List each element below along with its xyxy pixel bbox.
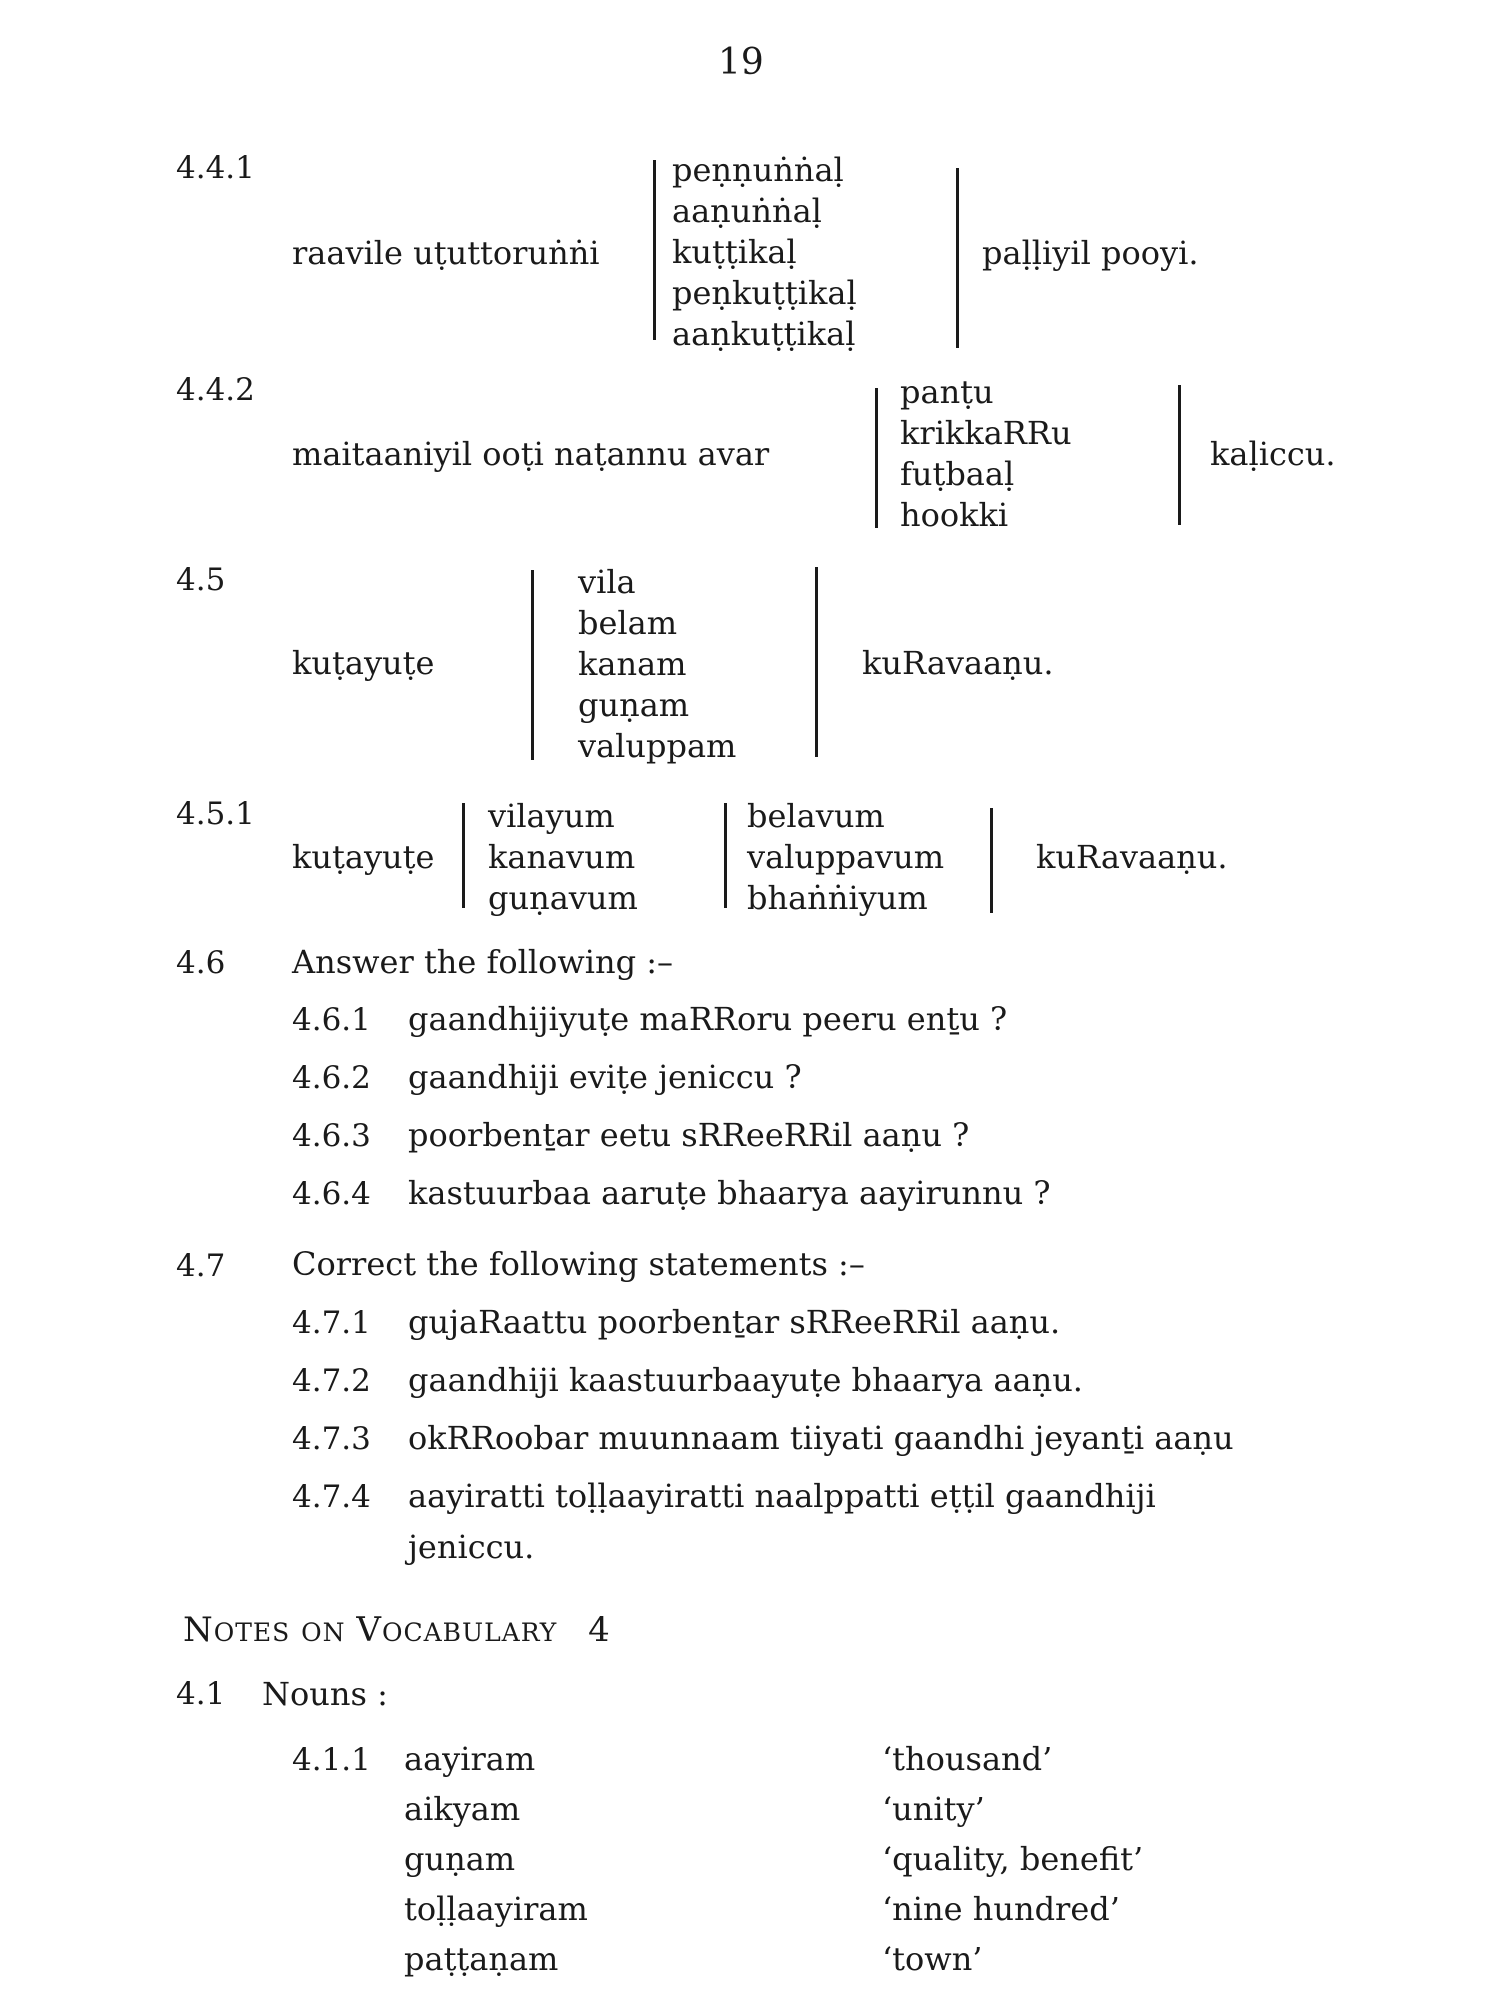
section-number: 4.1 bbox=[176, 1676, 226, 1712]
bracket-line bbox=[531, 570, 534, 760]
section-number: 4.7 bbox=[176, 1248, 226, 1284]
option: bhaṅṅiyum bbox=[747, 879, 928, 917]
vocab-word: aayiram bbox=[404, 1740, 536, 1778]
question-text: gaandhijiyuṭe maRRoru peeru enṯu ? bbox=[408, 1000, 1008, 1038]
option: peṇṇuṅṅaḷ bbox=[672, 151, 844, 189]
option: belavum bbox=[747, 797, 885, 835]
question-text: poorbenṯar eetu sRReeRRil aaṇu ? bbox=[408, 1116, 970, 1154]
option: guṇavum bbox=[488, 879, 638, 917]
exercise-title: Answer the following :– bbox=[292, 943, 674, 981]
bracket-line bbox=[653, 160, 656, 340]
question-text: kastuurbaa aaruṭe bhaarya aayirunnu ? bbox=[408, 1174, 1051, 1212]
option: aaṇuṅṅaḷ bbox=[672, 192, 822, 230]
drill-left-phrase: raavile uṭuttoruṅṅi bbox=[292, 234, 600, 272]
subsection-title: Nouns : bbox=[262, 1675, 388, 1713]
option: peṇkuṭṭikaḷ bbox=[672, 274, 857, 312]
drill-right-phrase: paḷḷiyil pooyi. bbox=[982, 234, 1199, 272]
drill-left-phrase: kuṭayuṭe bbox=[292, 644, 435, 682]
section-number: 4.4.2 bbox=[176, 372, 255, 408]
bracket-line bbox=[724, 803, 727, 908]
statement-text: gujaRaattu poorbenṯar sRReeRRil aaṇu. bbox=[408, 1303, 1061, 1341]
vocab-word: paṭṭaṇam bbox=[404, 1940, 559, 1978]
bracket-line bbox=[875, 388, 878, 528]
substitution-column bbox=[900, 372, 1072, 536]
statement-text: gaandhiji kaastuurbaayuṭe bhaarya aaṇu. bbox=[408, 1361, 1083, 1399]
vocab-gloss: ‘town’ bbox=[882, 1940, 983, 1978]
option: hookki bbox=[900, 496, 1009, 534]
section-number: 4.5.1 bbox=[176, 796, 255, 832]
bracket-line bbox=[1178, 385, 1181, 525]
item-number: 4.6.3 bbox=[292, 1118, 371, 1154]
question-text: gaandhiji eviṭe jeniccu ? bbox=[408, 1058, 802, 1096]
vocab-word: aikyam bbox=[404, 1790, 521, 1828]
option: krikkaRRu bbox=[900, 414, 1072, 452]
exercise-title: Correct the following statements :– bbox=[292, 1245, 865, 1283]
item-number: 4.7.3 bbox=[292, 1421, 371, 1457]
substitution-column bbox=[672, 150, 857, 355]
statement-text: aayiratti toḷḷaayiratti naalppatti eṭṭil gaandhiji bbox=[408, 1477, 1156, 1515]
statement-text: okRRoobar muunnaam tiiyati gaandhi jeyanṯi aaṇu bbox=[408, 1419, 1234, 1457]
section-number: 4.6 bbox=[176, 945, 226, 981]
section-number: 4.5 bbox=[176, 562, 226, 598]
vocab-gloss: ‘thousand’ bbox=[882, 1740, 1053, 1778]
item-number: 4.7.2 bbox=[292, 1363, 371, 1399]
notes-heading: NOTES ON VOCABULARY 4 bbox=[183, 1610, 611, 1650]
section-number: 4.4.1 bbox=[176, 150, 255, 186]
vocab-gloss: ‘nine hundred’ bbox=[882, 1890, 1120, 1928]
option: kanavum bbox=[488, 838, 636, 876]
bracket-line bbox=[815, 567, 818, 757]
item-number: 4.6.4 bbox=[292, 1176, 371, 1212]
option: aaṇkuṭṭikaḷ bbox=[672, 315, 856, 353]
bracket-line bbox=[990, 808, 993, 913]
option: kuṭṭikaḷ bbox=[672, 233, 797, 271]
option: valuppam bbox=[578, 727, 737, 765]
option: panṭu bbox=[900, 373, 994, 411]
item-number: 4.7.4 bbox=[292, 1479, 371, 1515]
page-number: 19 bbox=[718, 42, 764, 83]
vocab-word: toḷḷaayiram bbox=[404, 1890, 588, 1928]
drill-left-phrase: kuṭayuṭe bbox=[292, 838, 435, 876]
item-number: 4.1.1 bbox=[292, 1742, 371, 1778]
option: guṇam bbox=[578, 686, 690, 724]
drill-right-phrase: kuRavaaṇu. bbox=[1036, 838, 1228, 876]
substitution-column-b bbox=[747, 796, 944, 919]
drill-right-phrase: kaḷiccu. bbox=[1210, 435, 1336, 473]
option: valuppavum bbox=[747, 838, 945, 876]
option: vila bbox=[578, 563, 636, 601]
option: belam bbox=[578, 604, 678, 642]
item-number: 4.6.1 bbox=[292, 1002, 371, 1038]
bracket-line bbox=[956, 168, 959, 348]
statement-text-continued: jeniccu. bbox=[408, 1528, 535, 1566]
bracket-line bbox=[462, 803, 465, 908]
drill-left-phrase: maitaaniyil ooṭi naṭannu avar bbox=[292, 435, 770, 473]
item-number: 4.7.1 bbox=[292, 1305, 371, 1341]
vocab-word: guṇam bbox=[404, 1840, 516, 1878]
substitution-column-a bbox=[488, 796, 638, 919]
drill-right-phrase: kuRavaaṇu. bbox=[862, 644, 1054, 682]
vocab-gloss: ‘quality, benefit’ bbox=[882, 1840, 1144, 1878]
substitution-column bbox=[578, 562, 736, 767]
item-number: 4.6.2 bbox=[292, 1060, 371, 1096]
option: fuṭbaaḷ bbox=[900, 455, 1015, 493]
option: vilayum bbox=[488, 797, 615, 835]
option: kanam bbox=[578, 645, 687, 683]
vocab-gloss: ‘unity’ bbox=[882, 1790, 985, 1828]
